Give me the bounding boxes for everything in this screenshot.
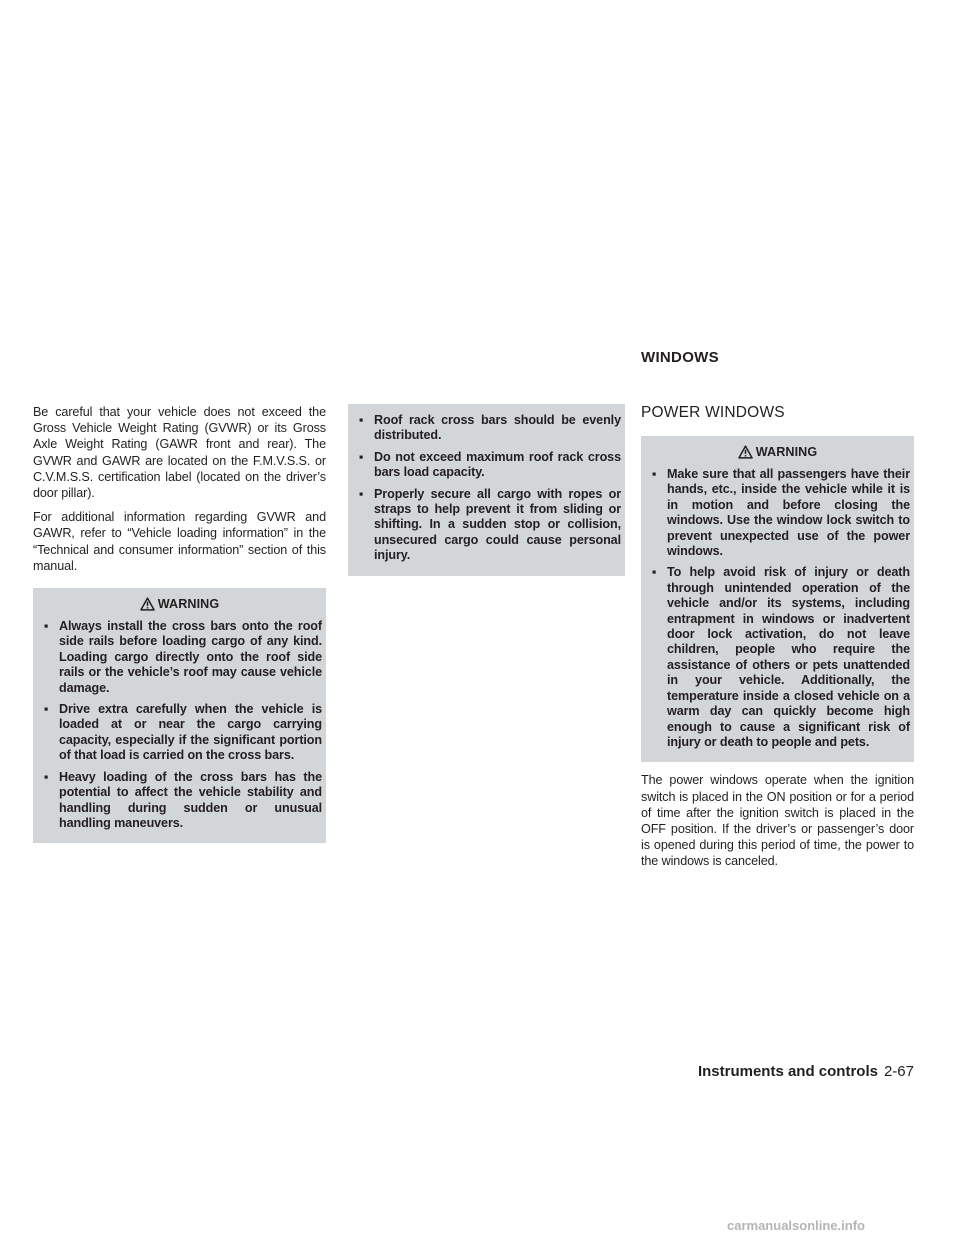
bullet-icon: ▪ xyxy=(44,769,49,784)
warning-list xyxy=(352,413,621,564)
warning-item: ▪ Heavy loading of the cross bars has the potential to affect the vehicle stability and handling during sudden or unusual handling maneuvers. xyxy=(44,769,322,830)
watermark: carmanualsonline.info xyxy=(727,1218,865,1233)
cargo-warning-box xyxy=(33,588,326,843)
warning-list xyxy=(37,619,322,831)
right-column xyxy=(641,404,914,878)
bullet-icon: ▪ xyxy=(359,486,364,501)
warning-triangle-icon xyxy=(140,597,155,611)
warning-item: ▪ To help avoid risk of injury or death through unintended operation of the vehicle and/or its systems, including entrapment in windows or inadvertent door lock activation, do not leave children, people who require the assistance of others or pets unattended in your vehicle. Additionally, the temperature inside a closed vehicle on a warm day can quickly become high enough to cause a significant risk of injury or death to people and pets. xyxy=(652,565,910,749)
section-heading: WINDOWS xyxy=(641,349,719,366)
subsection-heading: POWER WINDOWS xyxy=(641,404,785,421)
warning-item: ▪ Make sure that all passengers have their hands, etc., inside the vehicle while it is in motion and before closing the windows. Use the window lock switch to prevent unexpected use of the power windows. xyxy=(652,467,910,559)
warning-item: ▪ Drive extra carefully when the vehicle is loaded at or near the cargo carrying capacity, especially if the significant portion of that load is carried on the cross bars. xyxy=(44,702,322,763)
gvwr-reference-paragraph: For additional information regarding GVWR and GAWR, refer to “Vehicle loading information” in the “Technical and consumer information” section of this manual. xyxy=(33,510,326,573)
middle-column xyxy=(348,404,625,576)
warning-item: ▪ Properly secure all cargo with ropes or straps to help prevent it from sliding or shifting. In a sudden stop or collision, unsecured cargo could cause personal injury. xyxy=(359,486,621,563)
bullet-icon: ▪ xyxy=(652,467,657,481)
cargo-warning-continued-box xyxy=(348,404,625,576)
warning-triangle-icon xyxy=(738,445,753,459)
bullet-icon: ▪ xyxy=(44,619,49,634)
gvwr-paragraph: Be careful that your vehicle does not exceed the Gross Vehicle Weight Rating (GVWR) or its Gross Axle Weight Rating (GAWR front and rear). The GVWR and GAWR are located on the F.M.V.S.S. or C.V.M.S.S. certification label (located on the driver’s door pillar). xyxy=(33,405,326,501)
page-number: 2-67 xyxy=(883,1063,914,1080)
footer-section-title: Instruments and controls xyxy=(697,1063,878,1080)
bullet-icon: ▪ xyxy=(652,565,657,580)
bullet-icon: ▪ xyxy=(359,413,364,427)
bullet-icon: ▪ xyxy=(359,449,364,464)
bullet-icon: ▪ xyxy=(44,702,49,717)
power-windows-warning-box xyxy=(641,436,914,762)
left-column xyxy=(33,404,326,843)
warning-item: ▪ Always install the cross bars onto the roof side rails before loading cargo of any kind. Loading cargo directly onto the roof side rails or the vehicle’s roof may cause vehicle damage. xyxy=(44,619,322,695)
warning-header xyxy=(645,440,910,464)
warning-list xyxy=(645,467,910,750)
page-footer xyxy=(688,1063,914,1080)
warning-title: WARNING xyxy=(157,597,220,612)
warning-item: ▪ Roof rack cross bars should be evenly distributed. xyxy=(359,413,621,443)
power-windows-paragraph: The power windows operate when the ignition switch is placed in the ON position or for a period of time after the ignition switch is placed in the OFF position. If the driver’s or passenger’s door is opened during this period of time, the power to the windows is canceled. xyxy=(641,773,914,869)
warning-title: WARNING xyxy=(755,445,818,459)
warning-header xyxy=(37,592,322,616)
warning-item: ▪ Do not exceed maximum roof rack cross bars load capacity. xyxy=(359,449,621,480)
